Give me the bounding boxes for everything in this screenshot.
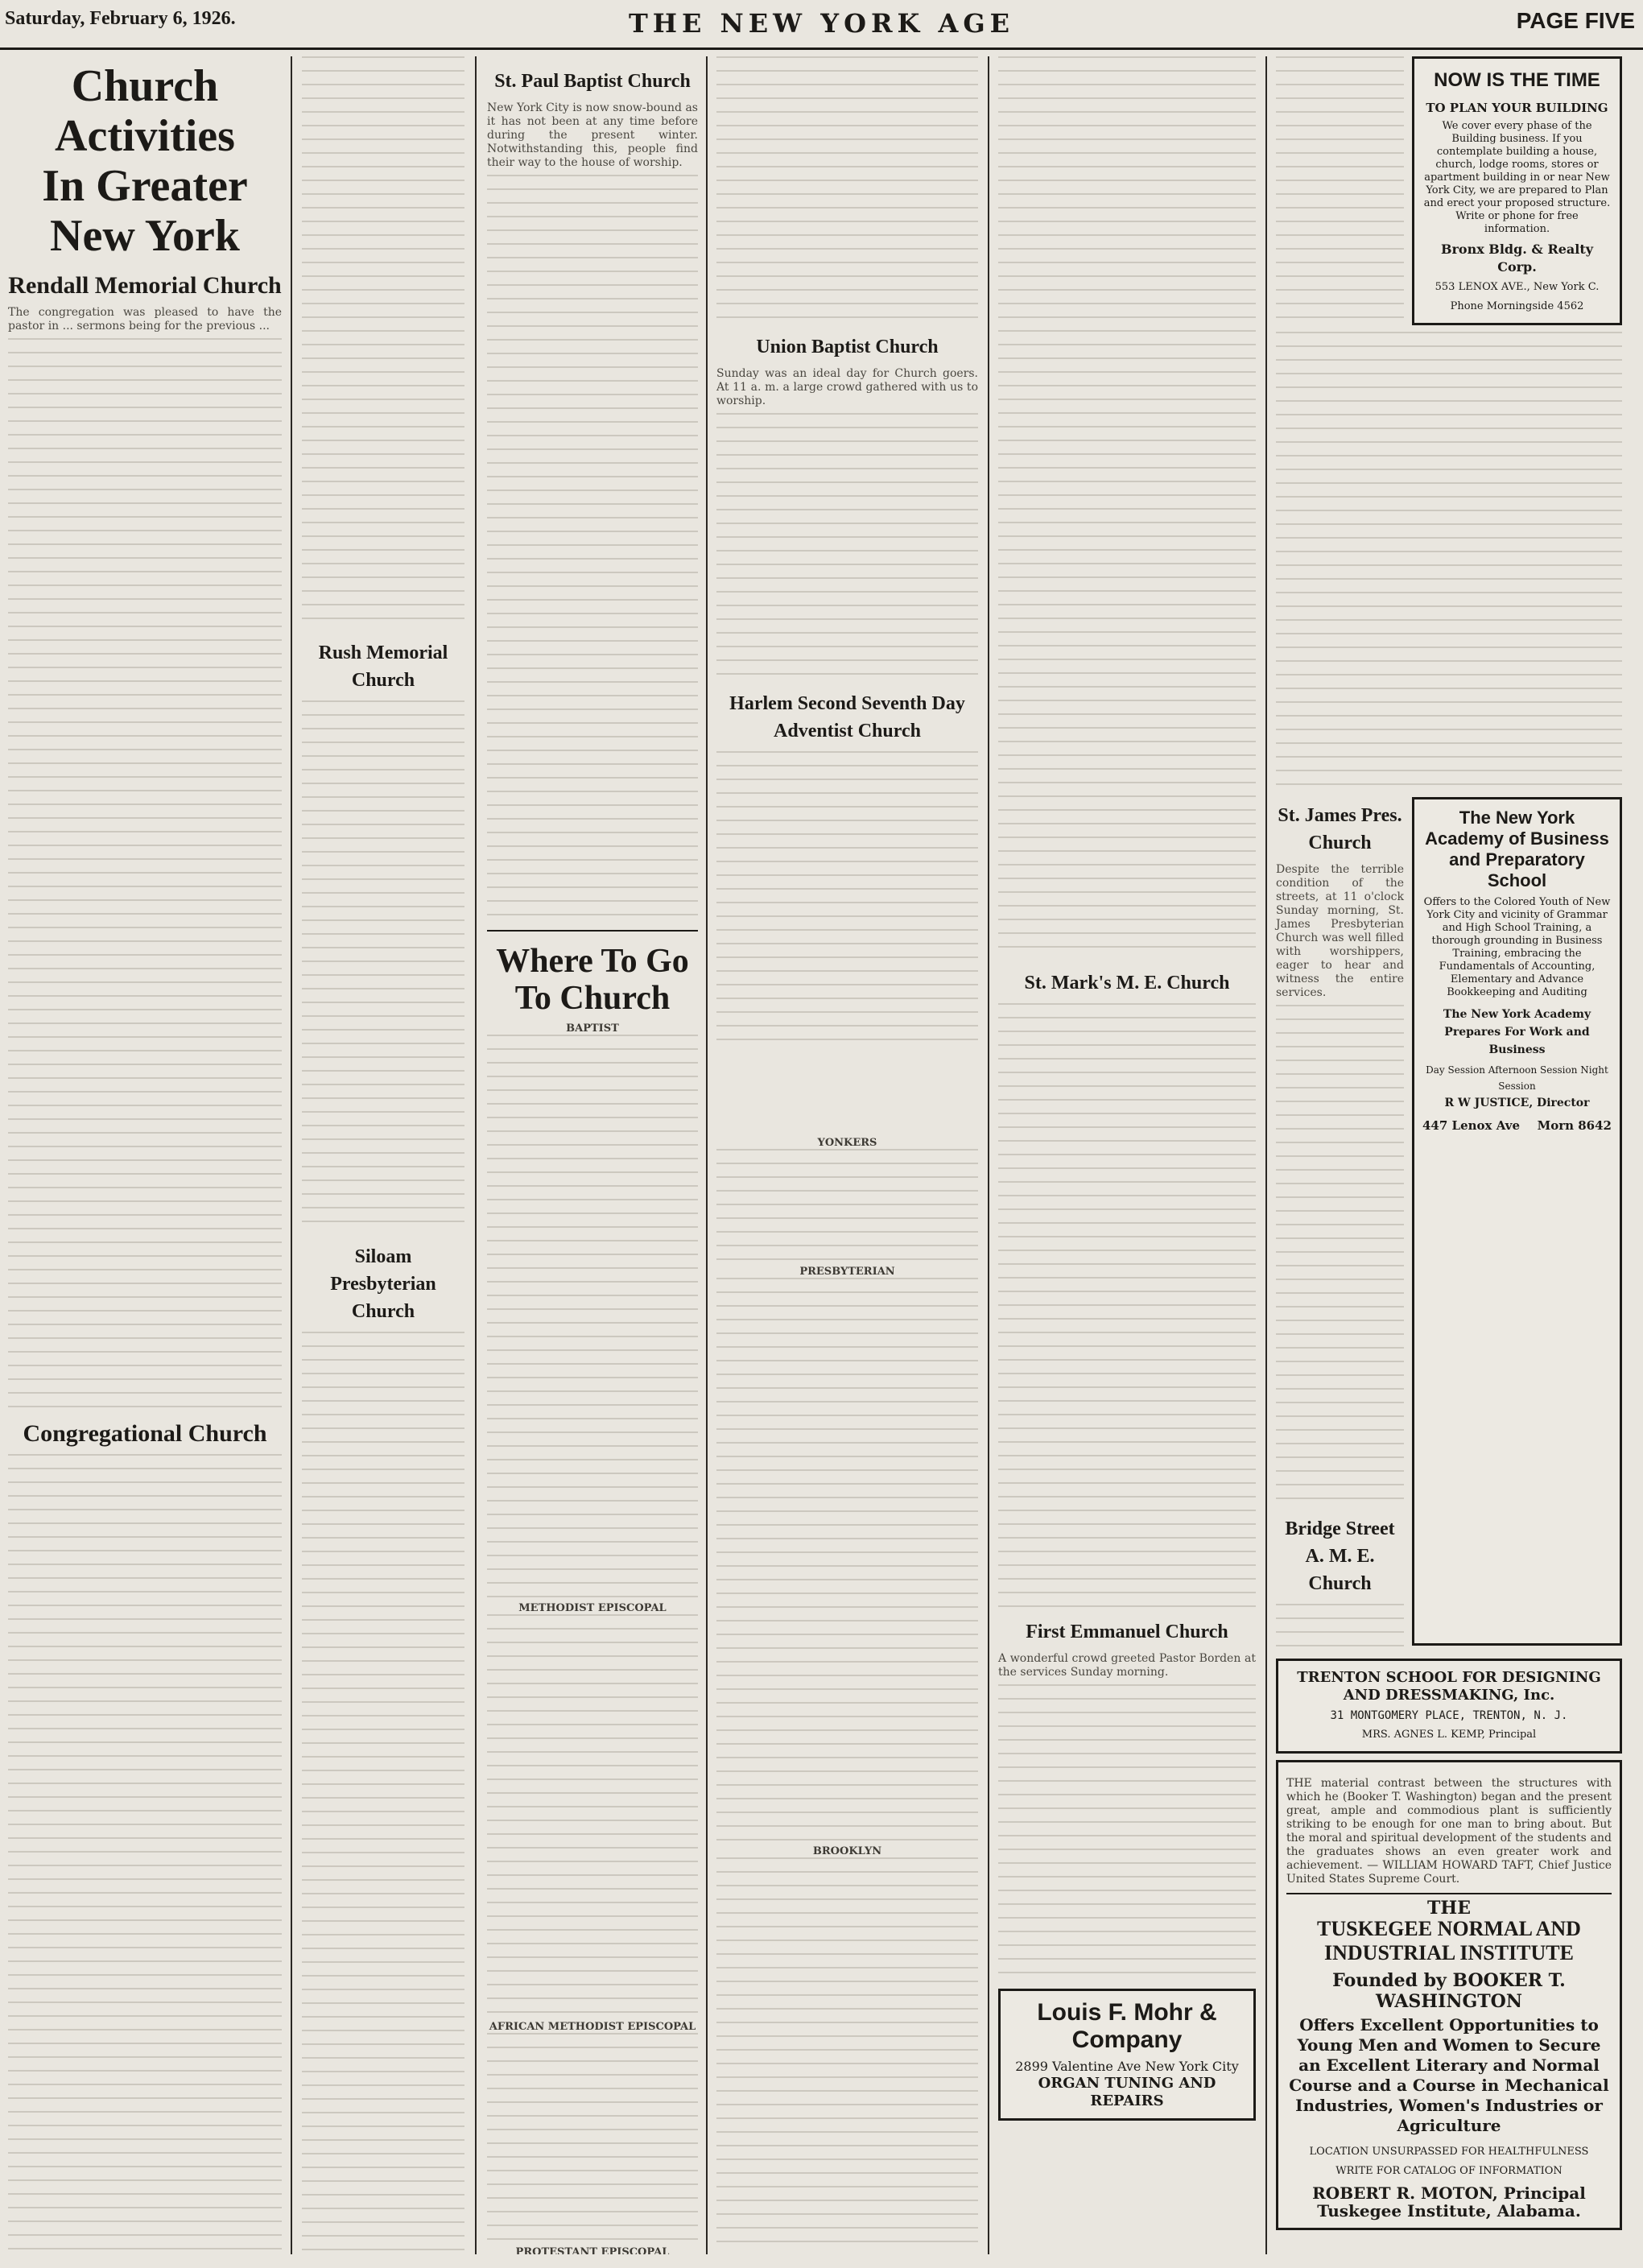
issue-date: Saturday, February 6, 1926. [5,8,236,29]
article-body [716,56,978,322]
column-1 [0,56,290,2254]
directory-heading: PROTESTANT EPISCOPAL [515,2246,670,2254]
directory-heading: AFRICAN METHODIST EPISCOPAL [489,2021,696,2033]
headline-rendall: Rendall Memorial Church [8,272,282,299]
column-4 [708,56,986,2254]
article-body [1276,1005,1404,1504]
column-rule [475,56,477,2254]
article-body [302,700,464,1232]
directory-heading: BROOKLYN [812,1845,882,1857]
article-body [8,1454,282,2254]
ad-academy: The New York Academy of Business and Preparatory School Offers to the Colored Youth of New York City and vicinity of Grammar and High School Training, a thorough grounding in Business Training, embracing the Fundamentals of Accounting, Elementary and Advance Bookkeeping and Auditing The New York Academy Prepares For Work and Business Day Session Afternoon Session Night Session R W JUSTICE, Director 447 Lenox Ave Morn 8642 [1412,797,1622,1646]
column-2 [294,56,473,2254]
ad-mohr: Louis F. Mohr & Company 2899 Valentine Ave New York City ORGAN TUNING AND REPAIRS [998,1989,1256,2121]
ad-building: NOW IS THE TIME TO PLAN YOUR BUILDING We cover every phase of the Building business. If you contemplate building a house, church, lodge rooms, stores or apartment building in or near New York City, we are prepared to Plan and erect your proposed structure. Write or phone for free information. Bronx Bldg. & Realty Corp. 553 LENOX AVE., New York C. Phone Morningside 4562 [1412,56,1622,325]
page-number: PAGE FIVE [1516,8,1635,33]
directory-heading: YONKERS [817,1137,877,1149]
ad-tuskegee: THE material contrast between the structures with which he (Booker T. Washington) began and the present great, ample and commodious plant is sufficiently striking to be enough for one man to bring about. But the moral and spiritual development of the students and the graduates shows an even greater work and achievement. — WILLIAM HOWARD TAFT, Chief Justice United States Supreme Court. THE TUSKEGEE NORMAL AND INDUSTRIAL INSTITUTE Founded by BOOKER T. WASHINGTON Offers Excellent Opportunities to Young Men and Women to Secure an Excellent Literary and Normal Course and a Course in Mechanical Industries, Women's Industries or Agriculture LOCATION UNSURPASSED FOR HEALTHFULNESS WRITE FOR CATALOG OF INFORMATION ROBERT R. MOTON, Principal Tuskegee Institute, Alabama. [1276,1760,1622,2230]
column-rule [291,56,292,2254]
article-union-lead: Sunday was an ideal day for Church goers. At 11 a. m. a large crowd gathered with us to worship. [716,367,978,407]
headline-congregational: Congregational Church [23,1420,267,1447]
article-body [716,413,978,679]
article-body [8,338,282,1409]
headline-siloam: Siloam Presbyterian Church [330,1246,436,1322]
article-body [302,56,464,628]
headline-rush: Rush Memorial Church [318,642,448,691]
headline-harlem-sda: Harlem Second Seventh Day Adventist Church [729,693,965,742]
ad-trenton: TRENTON SCHOOL FOR DESIGNING AND DRESSMAKING, Inc. 31 MONTGOMERY PLACE, TRENTON, N. J. MRS. AGNES L. KEMP, Principal [1276,1659,1622,1754]
article-st-james-lead: Despite the terrible condition of the streets, at 11 o'clock Sunday morning, St. James Presbyterian Church was well filled with worshippers, eager to hear and witness the entire services. [1276,863,1404,999]
article-body [1276,332,1622,791]
article-body [1276,1604,1404,1652]
directory-heading: METHODIST EPISCOPAL [518,1602,667,1614]
article-body [998,56,1256,958]
column-rule [988,56,989,2254]
article-body [1276,56,1404,322]
column-rule [706,56,708,2254]
headline-union: Union Baptist Church [756,337,939,357]
headline-st-marks: St. Mark's M. E. Church [1024,973,1230,994]
column-rule [1265,56,1267,2254]
article-body [716,751,978,1041]
article-first-emmanuel-lead: A wonderful crowd greeted Pastor Borden at the services Sunday morning. [998,1652,1256,1679]
column-3 [479,56,706,2254]
church-directory [487,930,698,2254]
headline-bridge-street: Bridge Street A. M. E. Church [1285,1518,1395,1594]
page-banner: Church Activities In Greater New York [42,61,248,261]
article-body [998,1684,1256,1982]
column-5 [990,56,1264,2254]
article-body [487,175,698,923]
directory-heading: PRESBYTERIAN [799,1266,895,1278]
paper-title: THE NEW YORK AGE [628,8,1015,39]
directory-heading: BAPTIST [566,1022,619,1035]
article-body [302,1332,464,2254]
masthead [0,0,1643,50]
article-st-paul-lead: New York City is now snow-bound as it has not been at any time before during the present winter. Notwithstanding this, people find their way to the house of worship. [487,101,698,169]
column-6 [1268,56,1630,2254]
article-rendall-lead: The congregation was pleased to have the pastor in ... sermons being for the previous ... [8,306,282,333]
headline-first-emmanuel: First Emmanuel Church [1026,1621,1228,1642]
headline-where: Where To Go To Church [496,943,689,1017]
article-body [998,1003,1256,1607]
headline-st-paul: St. Paul Baptist Church [494,71,691,92]
headline-st-james: St. James Pres. Church [1278,805,1402,853]
